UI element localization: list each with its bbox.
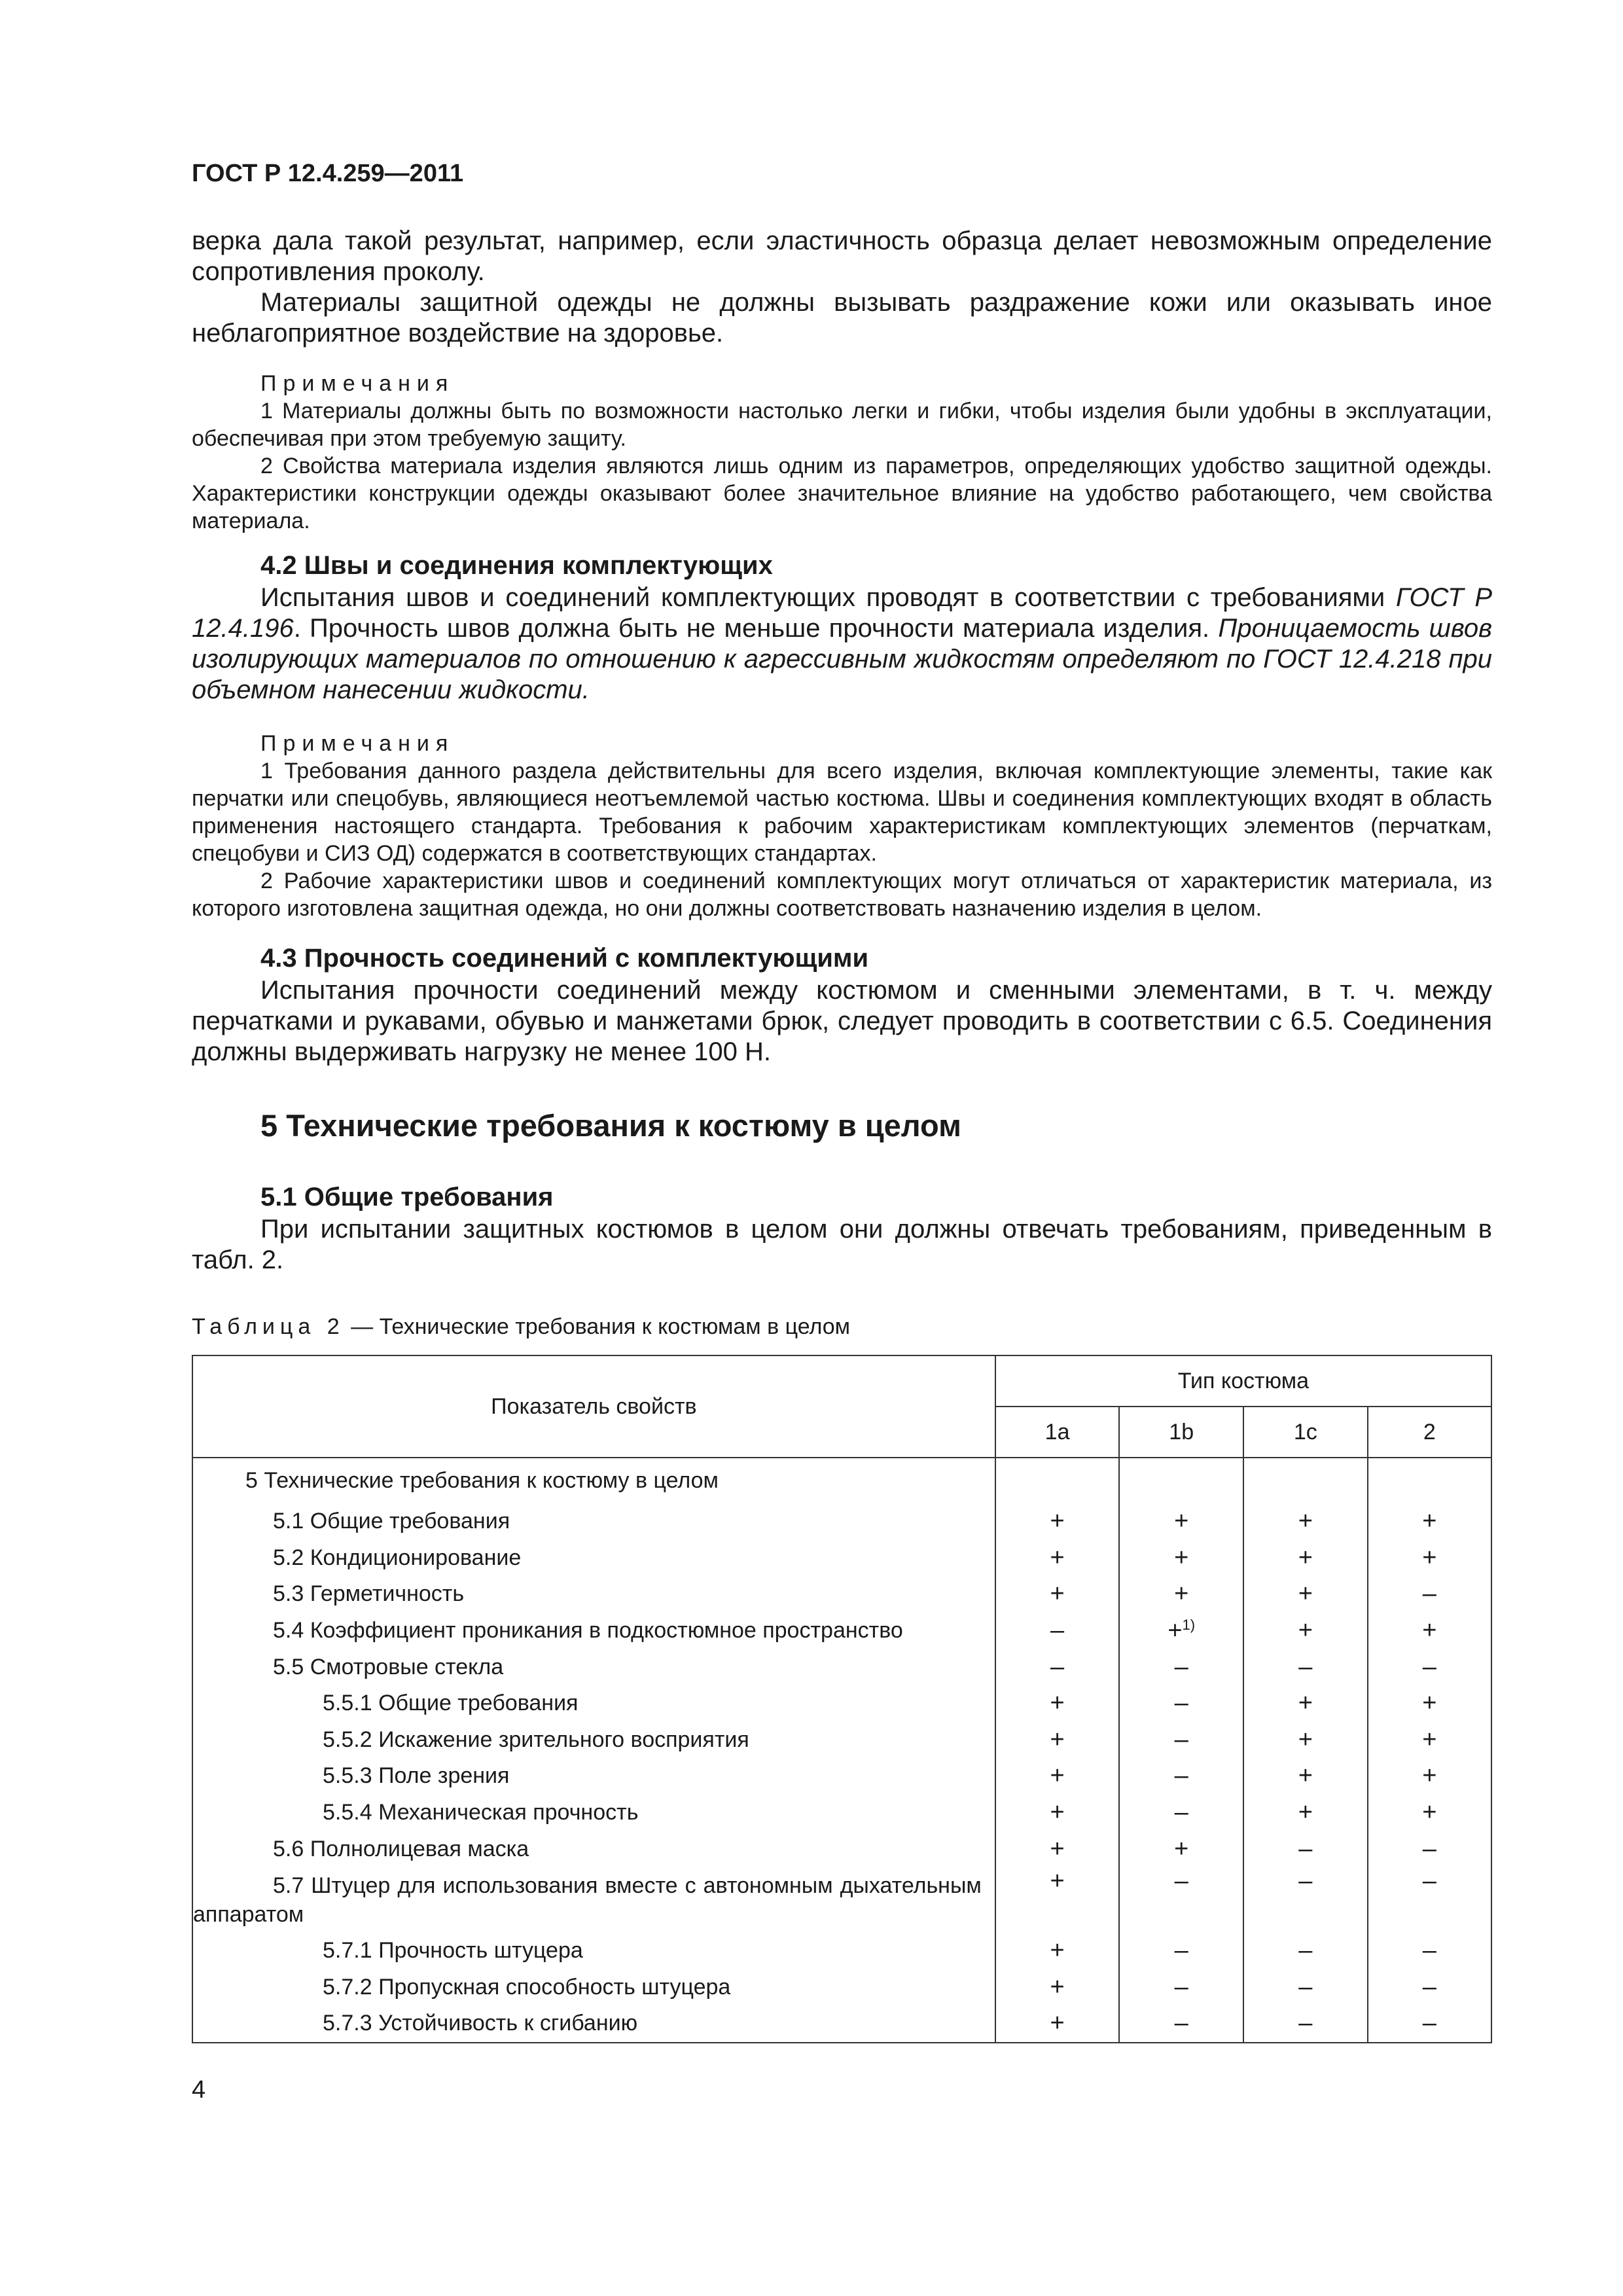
cell-type-2 <box>1368 1503 1491 1540</box>
cell-type-1c <box>1243 1540 1368 1577</box>
column-header-property: Показатель свойств <box>192 1355 995 1458</box>
cell-type-1c <box>1243 1685 1368 1722</box>
cell-type-1b <box>1119 1576 1243 1613</box>
note-2: 2 Рабочие характеристики швов и соединений комплектующих могут отличаться от характеристик материала, из которого изготовлена защитная одежда, но они должны соответствовать назначению изделия в целом. <box>192 869 1492 921</box>
cell-type-1c <box>1243 1649 1368 1685</box>
cell-value: – <box>1298 1973 1313 2001</box>
cell-value: – <box>1422 1937 1436 1965</box>
cell-type-1b <box>1119 1831 1243 1867</box>
cell-type-1c <box>1243 1867 1368 1933</box>
cell-type-1a <box>995 1933 1120 1969</box>
cell-value: + <box>1050 1689 1065 1717</box>
row-label: 5.2 Кондиционирование <box>192 1540 995 1577</box>
cell-type-2 <box>1368 1722 1491 1759</box>
cell-type-1b <box>1119 1969 1243 2006</box>
cell-type-1a <box>995 1540 1120 1577</box>
notes-heading: Примечания <box>260 731 455 756</box>
cell-value: + <box>1168 1617 1183 1645</box>
table-row <box>192 1831 1491 1867</box>
cell-value: + <box>1298 1689 1313 1717</box>
cell-type-1a <box>995 1503 1120 1540</box>
cell-value: + <box>1298 1725 1313 1753</box>
section-heading-5-1: 5.1 Общие требования <box>260 1183 554 1211</box>
cell-type-2 <box>1368 1576 1491 1613</box>
cell-type-1a <box>995 1685 1120 1722</box>
table-row <box>192 1613 1491 1649</box>
cell-type-1c <box>1243 1576 1368 1613</box>
notes-block-1 <box>192 370 1492 535</box>
cell-type-2 <box>1368 2005 1491 2043</box>
row-label: 5.5 Смотровые стекла <box>192 1649 995 1685</box>
cell-value: – <box>1298 1653 1313 1681</box>
row-label: 5.7.3 Устойчивость к сгибанию <box>192 2005 995 2043</box>
column-header-type-2: 2 <box>1368 1407 1491 1458</box>
cell-type-1b <box>1119 1613 1243 1649</box>
cell-value: + <box>1050 1867 1065 1895</box>
cell-value: + <box>1422 1762 1437 1790</box>
cell-type-2 <box>1368 1933 1491 1969</box>
row-label: 5.7.2 Пропускная способность штуцера <box>192 1969 995 2006</box>
table-row <box>192 1576 1491 1613</box>
row-label: 5.5.1 Общие требования <box>192 1685 995 1722</box>
cell-type-1b <box>1119 1540 1243 1577</box>
cell-value: – <box>1298 2009 1313 2037</box>
cell-type-2 <box>1368 1969 1491 2006</box>
cell-value: – <box>1174 1937 1188 1965</box>
cell-type-1b <box>1119 2005 1243 2043</box>
cell-value: + <box>1422 1725 1437 1753</box>
cell-value: – <box>1422 1867 1436 1895</box>
section-heading-4-3: 4.3 Прочность соединений с комплектующими <box>260 944 869 973</box>
cell-value: + <box>1174 1507 1189 1535</box>
table-row <box>192 1795 1491 1831</box>
cell-value: + <box>1050 1973 1065 2001</box>
note-2: 2 Свойства материала изделия являются лишь одним из параметров, определяющих удобство защитной одежды. Характеристики конструкции одежды оказывают более значительное влияние на удобство работающего, чем свойства материала. <box>192 454 1492 533</box>
cell-type-2 <box>1368 1867 1491 1933</box>
cell-value: + <box>1050 1937 1065 1965</box>
cell-type-1a <box>995 1576 1120 1613</box>
table-row <box>192 1540 1491 1577</box>
cell-type-1b <box>1119 1867 1243 1933</box>
cell-value: + <box>1050 1835 1065 1863</box>
table-caption <box>192 1314 850 1340</box>
cell-type-1a <box>995 2005 1120 2043</box>
text-run: Испытания швов и соединений комплектующих проводят в соответствии с требованиями <box>260 583 1397 612</box>
cell-value: + <box>1298 1580 1313 1608</box>
cell-value: – <box>1298 1937 1313 1965</box>
cell-value: + <box>1174 1543 1189 1571</box>
italic-text-run: Проницаемость швов изолирующих материалов по отношению к агрессивным жидкостям определяют по ГОСТ 12.4.218 при объемном нанесении жидкости. <box>192 614 1493 704</box>
cell-type-2 <box>1368 1831 1491 1867</box>
cell-value: – <box>1174 1689 1188 1717</box>
section-5-1-text: При испытании защитных костюмов в целом они должны отвечать требованиям, приведенным в табл. 2. <box>192 1215 1492 1274</box>
table-row <box>192 2005 1491 2043</box>
page-number: 4 <box>192 2076 206 2104</box>
cell-type-1c <box>1243 1503 1368 1540</box>
row-label: 5.5.3 Поле зрения <box>192 1758 995 1795</box>
cell-value: + <box>1298 1507 1313 1535</box>
cell-value: + <box>1050 1543 1065 1571</box>
cell-value: – <box>1174 1973 1188 2001</box>
cell-type-2 <box>1368 1613 1491 1649</box>
table-row <box>192 1503 1491 1540</box>
cell-value: – <box>1298 1835 1313 1863</box>
cell-type-1a <box>995 1722 1120 1759</box>
cell-value: – <box>1174 1867 1188 1895</box>
text-run: . Прочность швов должна быть не меньше прочности материала изделия. <box>293 614 1219 643</box>
section-5 <box>192 1106 1492 1145</box>
cell-type-1c <box>1243 1795 1368 1831</box>
table-row <box>192 1649 1491 1685</box>
requirements-table <box>192 1355 1492 2043</box>
intro-section <box>192 226 1492 349</box>
cell-type-1c <box>1243 2005 1368 2043</box>
cell-value: + <box>1422 1507 1437 1535</box>
cell-type-1c <box>1243 1613 1368 1649</box>
table-row <box>192 1758 1491 1795</box>
column-header-type-1c: 1c <box>1243 1407 1368 1458</box>
cell-value: + <box>1298 1762 1313 1790</box>
cell-value: – <box>1174 1653 1188 1681</box>
row-label: 5.7.1 Прочность штуцера <box>192 1933 995 1969</box>
cell-value: + <box>1298 1799 1313 1827</box>
cell-type-1a <box>995 1969 1120 2006</box>
cell-value: + <box>1050 2009 1065 2037</box>
cell-value: – <box>1050 1617 1065 1645</box>
cell-value: + <box>1298 1617 1313 1645</box>
cell-value: – <box>1422 1580 1436 1608</box>
cell-value: + <box>1174 1835 1189 1863</box>
cell-type-1c <box>1243 1831 1368 1867</box>
cell-type-1b <box>1119 1685 1243 1722</box>
cell-type-2 <box>1368 1540 1491 1577</box>
row-label: 5.6 Полнолицевая маска <box>192 1831 995 1867</box>
cell-type-1c <box>1243 1758 1368 1795</box>
cell-value: + <box>1422 1543 1437 1571</box>
note-1: 1 Материалы должны быть по возможности настолько легки и гибки, чтобы изделия были удобны в эксплуатации, обеспечивая при этом требуемую защиту. <box>192 399 1492 451</box>
table-caption-label: Таблица 2 <box>192 1314 345 1339</box>
cell-type-1c <box>1243 1933 1368 1969</box>
cell-type-1b <box>1119 1795 1243 1831</box>
cell-type-1c <box>1243 1722 1368 1759</box>
cell-value: + <box>1050 1799 1065 1827</box>
footnote-marker: 1) <box>1182 1616 1196 1633</box>
table-row <box>192 1722 1491 1759</box>
cell-type-1a <box>995 1458 1120 1503</box>
table-caption-text: — Технические требования к костюмам в целом <box>344 1314 850 1339</box>
cell-value: + <box>1050 1762 1065 1790</box>
section-4-2 <box>192 548 1492 706</box>
note-1: 1 Требования данного раздела действительны для всего изделия, включая комплектующие элементы, такие как перчатки или спецобувь, являющиеся неотъемлемой частью костюма. Швы и соединения комплектующих входят в область применения настоящего стандарта. Требования к рабочим характеристикам комплектующих элементов (перчаткам, спецобуви и СИЗ ОД) содержатся в соответствующих стандартах. <box>192 759 1492 866</box>
section-4-2-text <box>192 583 1492 706</box>
document-header: ГОСТ Р 12.4.259—2011 <box>192 160 464 187</box>
section-heading-4-2: 4.2 Швы и соединения комплектующих <box>260 551 773 580</box>
table-row <box>192 1933 1491 1969</box>
cell-value: + <box>1422 1617 1437 1645</box>
column-header-type-1a: 1а <box>995 1407 1120 1458</box>
cell-type-2 <box>1368 1458 1491 1503</box>
row-label: 5.5.4 Механическая прочность <box>192 1795 995 1831</box>
table-row <box>192 1685 1491 1722</box>
cell-type-1b <box>1119 1722 1243 1759</box>
section-4-3 <box>192 941 1492 1067</box>
cell-value: – <box>1050 1653 1065 1681</box>
cell-type-2 <box>1368 1758 1491 1795</box>
cell-type-1a <box>995 1795 1120 1831</box>
row-label: 5.7 Штуцер для использования вместе с автономным дыхательным аппаратом <box>192 1867 995 1933</box>
cell-value: + <box>1422 1689 1437 1717</box>
cell-value: – <box>1422 1973 1436 2001</box>
column-header-suit-type: Тип костюма <box>995 1355 1491 1407</box>
table-row <box>192 1867 1491 1933</box>
cell-value: + <box>1050 1725 1065 1753</box>
row-label: 5.5.2 Искажение зрительного восприятия <box>192 1722 995 1759</box>
section-5-1 <box>192 1180 1492 1276</box>
cell-value: + <box>1422 1799 1437 1827</box>
cell-value: + <box>1174 1580 1189 1608</box>
cell-type-2 <box>1368 1685 1491 1722</box>
column-header-type-1b: 1b <box>1119 1407 1243 1458</box>
standard-reference: ГОСТ Р 12.4.196 <box>192 583 1492 643</box>
row-label: 5.3 Герметичность <box>192 1576 995 1613</box>
cell-type-1b <box>1119 1758 1243 1795</box>
cell-value: – <box>1298 1867 1313 1895</box>
row-label: 5.4 Коэффициент проникания в подкостюмное пространство <box>192 1613 995 1649</box>
intro-paragraph-2: Материалы защитной одежды не должны вызывать раздражение кожи или оказывать иное неблагоприятное воздействие на здоровье. <box>192 288 1492 348</box>
intro-paragraph-1: верка дала такой результат, например, если эластичность образца делает невозможным определение сопротивления проколу. <box>192 226 1492 286</box>
cell-value: + <box>1050 1580 1065 1608</box>
cell-value: – <box>1174 1725 1188 1753</box>
row-label: 5.1 Общие требования <box>192 1503 995 1540</box>
section-heading-5: 5 Технические требования к костюму в целом <box>260 1108 961 1143</box>
cell-type-1b <box>1119 1933 1243 1969</box>
table-row <box>192 1969 1491 2006</box>
row-label: 5 Технические требования к костюму в целом <box>192 1458 995 1503</box>
cell-type-1a <box>995 1613 1120 1649</box>
cell-value: – <box>1422 1835 1436 1863</box>
cell-type-2 <box>1368 1649 1491 1685</box>
section-4-3-text: Испытания прочности соединений между костюмом и сменными элементами, в т. ч. между перчатками и рукавами, обувью и манжетами брюк, следует проводить в соответствии с 6.5. Соединения должны выдерживать нагрузку не менее 100 Н. <box>192 976 1492 1066</box>
cell-value: – <box>1174 1762 1188 1790</box>
cell-type-1a <box>995 1831 1120 1867</box>
cell-type-1a <box>995 1649 1120 1685</box>
cell-type-1a <box>995 1758 1120 1795</box>
cell-value: + <box>1050 1507 1065 1535</box>
table-row <box>192 1458 1491 1503</box>
cell-type-1a <box>995 1867 1120 1933</box>
cell-type-1c <box>1243 1969 1368 2006</box>
notes-block-2 <box>192 730 1492 922</box>
cell-value: – <box>1174 2009 1188 2037</box>
cell-type-1c <box>1243 1458 1368 1503</box>
cell-type-2 <box>1368 1795 1491 1831</box>
cell-type-1b <box>1119 1503 1243 1540</box>
cell-value: + <box>1298 1543 1313 1571</box>
cell-type-1b <box>1119 1458 1243 1503</box>
cell-value: – <box>1174 1799 1188 1827</box>
cell-value: – <box>1422 1653 1436 1681</box>
cell-value: – <box>1422 2009 1436 2037</box>
notes-heading: Примечания <box>260 371 455 396</box>
cell-type-1b <box>1119 1649 1243 1685</box>
